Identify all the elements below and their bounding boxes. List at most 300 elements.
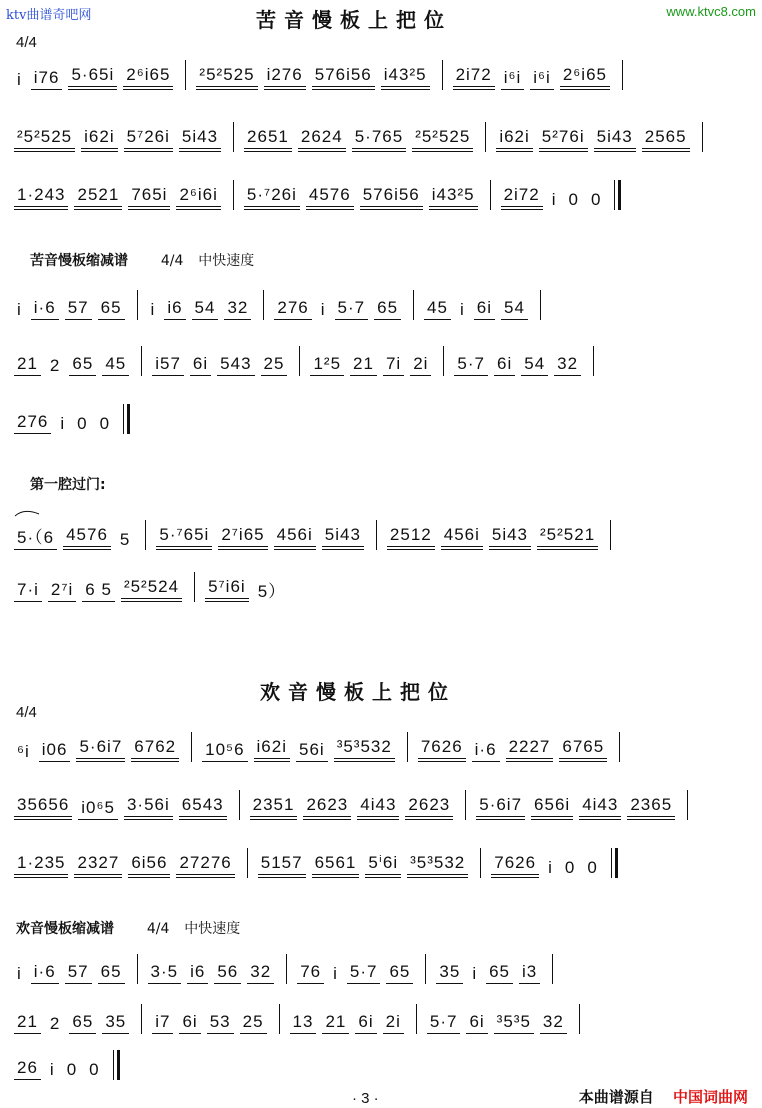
note-text: i·6 xyxy=(33,962,56,981)
note-text: 5²76i xyxy=(541,127,585,146)
barline xyxy=(622,60,623,90)
beam-underline xyxy=(205,601,249,602)
score-row xyxy=(14,280,754,320)
score-row xyxy=(14,1040,754,1080)
beam-underline xyxy=(250,816,298,817)
note-group xyxy=(81,127,117,152)
note-group xyxy=(65,298,92,320)
beam-underline xyxy=(506,758,554,759)
beam-underline xyxy=(360,209,423,210)
note-text: 2327 xyxy=(77,853,120,872)
beam-underline xyxy=(491,874,539,875)
note-group xyxy=(501,298,528,320)
note-text: 5⁷26i xyxy=(126,127,170,146)
beam-underline xyxy=(214,983,241,984)
note-text: i62i xyxy=(499,127,530,146)
note-text: 5·⁷65i xyxy=(159,525,210,544)
beam-underline xyxy=(164,319,185,320)
barline xyxy=(702,122,703,152)
beam-underline xyxy=(418,761,466,762)
note-group xyxy=(562,858,578,878)
beam-underline xyxy=(519,983,540,984)
note-group xyxy=(68,65,117,90)
beam-underline xyxy=(179,151,221,152)
section5-tempo: 中快速度 xyxy=(184,921,241,937)
beam-underline xyxy=(365,877,401,878)
watermark-left: ktv曲谱奇吧网 xyxy=(6,8,92,23)
note-text: ²5²525 xyxy=(17,127,73,146)
beam-underline xyxy=(98,983,125,984)
note-group xyxy=(82,580,115,602)
beam-underline xyxy=(407,874,468,875)
beam-underline xyxy=(410,375,431,376)
note-text: i xyxy=(17,300,22,319)
note-group xyxy=(190,354,211,376)
note-group xyxy=(187,962,208,984)
note-text: 65 xyxy=(377,298,399,317)
barline xyxy=(485,122,486,152)
beam-underline xyxy=(74,874,122,875)
barline xyxy=(442,60,443,90)
note-text: 1·243 xyxy=(17,185,66,204)
note-text: i xyxy=(459,300,465,319)
note-text: i xyxy=(320,300,326,319)
beam-underline xyxy=(474,319,495,320)
note-group xyxy=(274,525,316,550)
note-text: ²5²525 xyxy=(199,65,255,84)
score-row xyxy=(14,722,754,762)
beam-underline xyxy=(261,375,288,376)
beam-underline xyxy=(123,89,173,90)
note-group xyxy=(258,853,306,878)
beam-underline xyxy=(179,819,227,820)
note-group xyxy=(429,185,478,210)
note-text: 2⁶i6i xyxy=(179,185,218,204)
beam-underline xyxy=(441,549,483,550)
beam-underline xyxy=(244,148,292,149)
note-text: 5·7 xyxy=(337,298,366,317)
barline xyxy=(137,290,138,320)
note-group xyxy=(466,1012,487,1034)
score-row xyxy=(14,562,754,602)
beam-underline xyxy=(560,86,610,87)
beam-underline xyxy=(501,89,525,90)
note-text: 7·i xyxy=(17,580,39,599)
beam-underline xyxy=(244,209,300,210)
note-group xyxy=(322,1012,349,1034)
beam-underline xyxy=(418,758,466,759)
section3-subtitle: 第一腔过门: xyxy=(30,477,106,493)
note-text: 21 xyxy=(17,354,38,373)
section2-subtitle: 苦音慢板缩减谱 4/4 中快速度 xyxy=(30,253,255,269)
note-text: 7i xyxy=(385,354,402,373)
note-text: 45 xyxy=(105,354,127,373)
note-group xyxy=(494,1012,534,1034)
note-group xyxy=(405,795,453,820)
score-row xyxy=(14,394,754,434)
note-group xyxy=(247,962,274,984)
note-text: 1·235 xyxy=(17,853,66,872)
page-number: · 3 · xyxy=(352,1090,379,1107)
note-text: 0 xyxy=(590,190,602,209)
beam-underline xyxy=(98,319,125,320)
note-text: 35 xyxy=(439,962,461,981)
beam-underline xyxy=(14,148,75,149)
note-text: 2512 xyxy=(389,525,432,544)
section4-time-signature: 4/4 xyxy=(16,704,37,721)
beam-underline xyxy=(374,319,401,320)
beam-underline xyxy=(312,874,360,875)
beam-underline xyxy=(14,151,75,152)
note-text: 5·⁷26i xyxy=(246,185,297,204)
beam-underline xyxy=(383,1033,404,1034)
note-text: 2623 xyxy=(306,795,349,814)
note-group xyxy=(255,577,289,602)
note-group xyxy=(97,414,113,434)
note-group xyxy=(486,962,513,984)
barline xyxy=(619,732,620,762)
beam-underline xyxy=(454,375,488,376)
note-group xyxy=(549,190,560,210)
note-text: 5·765 xyxy=(354,127,404,146)
note-group xyxy=(469,964,480,984)
note-group xyxy=(360,185,423,210)
note-group xyxy=(48,580,76,602)
note-text: i xyxy=(60,414,66,433)
barline xyxy=(416,1004,417,1034)
note-text: 6i xyxy=(192,354,209,373)
note-text: 6i xyxy=(358,1012,374,1031)
note-text: 5⁷i6i xyxy=(208,577,246,596)
beam-underline xyxy=(131,758,179,759)
note-text: 26 xyxy=(17,1058,38,1077)
note-text: 6i xyxy=(182,1012,198,1031)
beam-underline xyxy=(453,89,495,90)
beam-underline xyxy=(381,86,430,87)
beam-underline xyxy=(207,1033,234,1034)
note-group xyxy=(47,1014,63,1034)
beam-underline xyxy=(124,816,173,817)
barline xyxy=(425,954,426,984)
beam-underline xyxy=(427,1033,461,1034)
beam-underline xyxy=(217,375,254,376)
note-text: 456i xyxy=(443,525,480,544)
note-text: 276 xyxy=(17,412,49,431)
beam-underline xyxy=(472,761,500,762)
final-barline xyxy=(611,848,621,878)
beam-underline xyxy=(521,375,548,376)
note-group xyxy=(98,962,125,984)
note-text: 21 xyxy=(353,354,374,373)
barline xyxy=(579,1004,580,1034)
note-group xyxy=(63,525,111,550)
beam-underline xyxy=(14,816,72,817)
beam-underline xyxy=(224,319,251,320)
note-text: 5·7 xyxy=(429,1012,458,1031)
note-group xyxy=(579,795,621,820)
note-text: 456i xyxy=(276,525,313,544)
barline xyxy=(490,180,491,210)
beam-underline xyxy=(296,761,328,762)
beam-underline xyxy=(441,546,483,547)
note-text: 2i72 xyxy=(455,65,492,84)
note-text: 65 xyxy=(72,354,94,373)
beam-underline xyxy=(594,151,636,152)
note-text: 5·65i xyxy=(71,65,115,84)
note-text: 76 xyxy=(300,962,322,981)
beam-underline xyxy=(453,86,495,87)
beam-underline xyxy=(205,598,249,599)
beam-underline xyxy=(102,1033,129,1034)
beam-underline xyxy=(506,761,554,762)
note-text: 3·5 xyxy=(150,962,179,981)
beam-underline xyxy=(14,874,68,875)
note-group xyxy=(74,853,122,878)
note-group xyxy=(240,1012,267,1034)
barline xyxy=(687,790,688,820)
barline xyxy=(593,346,594,376)
note-text: 5i43 xyxy=(324,525,361,544)
beam-underline xyxy=(642,148,690,149)
barline xyxy=(610,520,611,550)
note-group xyxy=(14,354,41,376)
note-text: 276 xyxy=(277,298,309,317)
note-group xyxy=(297,962,324,984)
note-text: 56i xyxy=(299,740,325,759)
note-text: 2365 xyxy=(630,795,673,814)
note-text: 0 xyxy=(66,1060,78,1079)
beam-underline xyxy=(539,151,588,152)
note-group xyxy=(14,964,25,984)
note-group xyxy=(207,1012,234,1034)
source-site: 中国词曲网 xyxy=(672,1088,748,1106)
score-row xyxy=(14,50,754,90)
beam-underline xyxy=(303,819,351,820)
note-group xyxy=(128,853,170,878)
barline xyxy=(299,346,300,376)
beam-underline xyxy=(240,1033,267,1034)
note-text: 2i xyxy=(413,354,429,373)
note-text: 7626 xyxy=(494,853,537,872)
note-text: 0 xyxy=(564,858,576,877)
note-group xyxy=(196,65,257,90)
note-text: 656i xyxy=(534,795,571,814)
beam-underline xyxy=(63,546,111,547)
beam-underline xyxy=(274,546,316,547)
beam-underline xyxy=(31,319,59,320)
beam-underline xyxy=(350,375,377,376)
note-text: ²5²525 xyxy=(415,127,471,146)
note-text: i xyxy=(548,858,553,877)
note-group xyxy=(156,525,212,550)
note-group xyxy=(501,185,543,210)
note-text: i xyxy=(49,1060,55,1079)
barline xyxy=(407,732,408,762)
beam-underline xyxy=(322,549,364,550)
beam-underline xyxy=(39,761,71,762)
note-text: 4576 xyxy=(308,185,351,204)
note-text: 2227 xyxy=(508,737,551,756)
beam-underline xyxy=(531,816,573,817)
barline xyxy=(376,520,377,550)
note-group xyxy=(65,962,92,984)
note-group xyxy=(14,412,51,434)
note-text: i0⁶5 xyxy=(81,798,115,817)
beam-underline xyxy=(14,819,72,820)
beam-underline xyxy=(156,549,212,550)
beam-underline xyxy=(176,209,220,210)
beam-underline xyxy=(306,206,354,207)
beam-underline xyxy=(334,761,395,762)
note-text: 2521 xyxy=(77,185,120,204)
note-text: 0 xyxy=(89,1060,100,1079)
beam-underline xyxy=(176,206,220,207)
beam-underline xyxy=(352,148,406,149)
section5-subtitle: 欢音慢板缩减谱 4/4 中快速度 xyxy=(16,921,241,937)
note-text: 21 xyxy=(325,1012,347,1031)
beam-underline xyxy=(76,758,125,759)
note-group xyxy=(152,1012,173,1034)
note-group xyxy=(74,185,122,210)
beam-underline xyxy=(476,816,525,817)
beam-underline xyxy=(627,819,675,820)
beam-underline xyxy=(290,1033,317,1034)
note-text: i xyxy=(150,300,156,319)
note-group xyxy=(594,127,636,152)
note-group xyxy=(124,795,173,820)
score-row xyxy=(14,170,754,210)
note-text: 6i xyxy=(497,354,513,373)
beam-underline xyxy=(74,209,122,210)
beam-underline xyxy=(297,983,324,984)
barline xyxy=(233,122,234,152)
beam-underline xyxy=(196,89,257,90)
beam-underline xyxy=(365,874,401,875)
note-text: 54 xyxy=(503,298,525,317)
beam-underline xyxy=(68,89,117,90)
note-text: 54 xyxy=(194,298,216,317)
beam-underline xyxy=(486,983,513,984)
watermark-right: www.ktvc8.com xyxy=(666,4,756,19)
note-text: 2i xyxy=(385,1012,401,1031)
note-text: i06 xyxy=(41,740,68,759)
note-text: 0 xyxy=(587,858,598,877)
note-text: 32 xyxy=(250,962,272,981)
note-text: i⁶i xyxy=(533,68,551,87)
note-text: 4576 xyxy=(66,525,108,544)
note-group xyxy=(474,298,495,320)
note-text: i xyxy=(551,190,557,209)
note-group xyxy=(412,127,473,152)
note-group xyxy=(441,525,483,550)
note-text: ³5³5 xyxy=(496,1012,531,1031)
note-text: 5·（6 xyxy=(17,528,55,547)
beam-underline xyxy=(306,209,354,210)
beam-underline xyxy=(218,549,267,550)
note-group xyxy=(494,354,515,376)
beam-underline xyxy=(360,206,423,207)
beam-underline xyxy=(14,375,41,376)
beam-underline xyxy=(274,319,311,320)
note-text: ³5³532 xyxy=(336,737,392,756)
note-group xyxy=(306,185,354,210)
note-group xyxy=(476,795,525,820)
note-text: i62i xyxy=(256,737,287,756)
note-group xyxy=(274,298,311,320)
note-text: 10⁵6 xyxy=(205,740,245,759)
beam-underline xyxy=(156,546,212,547)
note-group xyxy=(31,298,59,320)
beam-underline xyxy=(176,874,234,875)
note-group xyxy=(330,964,341,984)
note-group xyxy=(519,962,540,984)
beam-underline xyxy=(387,546,435,547)
barline xyxy=(145,520,146,550)
beam-underline xyxy=(322,546,364,547)
barline xyxy=(239,790,240,820)
note-group xyxy=(78,798,118,820)
beam-underline xyxy=(81,151,117,152)
note-text: 6i xyxy=(476,298,492,317)
note-group xyxy=(383,354,404,376)
note-group xyxy=(224,298,251,320)
note-group xyxy=(540,1012,567,1034)
beam-underline xyxy=(152,1033,173,1034)
note-text: 45 xyxy=(427,298,448,317)
beam-underline xyxy=(312,86,375,87)
beam-underline xyxy=(14,209,68,210)
note-group xyxy=(298,127,346,152)
beam-underline xyxy=(352,151,406,152)
note-text: 35656 xyxy=(17,795,70,814)
barline xyxy=(194,572,195,602)
note-text: 4i43 xyxy=(360,795,397,814)
note-text: 6543 xyxy=(181,795,224,814)
note-group xyxy=(410,354,431,376)
beam-underline xyxy=(244,151,292,152)
note-group xyxy=(310,354,344,376)
note-text: 2⁷i65 xyxy=(221,525,265,544)
beam-underline xyxy=(81,148,117,149)
note-text: 576i56 xyxy=(314,65,372,84)
note-group xyxy=(205,577,249,602)
beam-underline xyxy=(559,761,607,762)
note-text: 3·56i xyxy=(126,795,170,814)
note-group xyxy=(545,858,556,878)
note-group xyxy=(14,1012,41,1034)
note-text: 6 5 xyxy=(85,580,112,599)
section1-time-signature: 4/4 xyxy=(16,34,37,51)
source-credit: 本曲谱源自 中国词曲网 xyxy=(578,1088,748,1106)
note-text: i·6 xyxy=(474,740,497,759)
note-group xyxy=(14,300,25,320)
score-row xyxy=(14,780,754,820)
note-group xyxy=(584,858,600,878)
note-group xyxy=(355,1012,376,1034)
note-text: i76 xyxy=(33,68,60,87)
beam-underline xyxy=(579,819,621,820)
note-text: i xyxy=(17,70,22,89)
note-group xyxy=(250,795,298,820)
barline xyxy=(443,346,444,376)
note-text: 2 xyxy=(49,356,61,375)
note-group xyxy=(124,127,173,152)
beam-underline xyxy=(540,1033,567,1034)
note-text: 0 xyxy=(568,190,579,209)
note-group xyxy=(123,65,173,90)
note-group xyxy=(217,354,254,376)
final-barline xyxy=(113,1050,123,1080)
